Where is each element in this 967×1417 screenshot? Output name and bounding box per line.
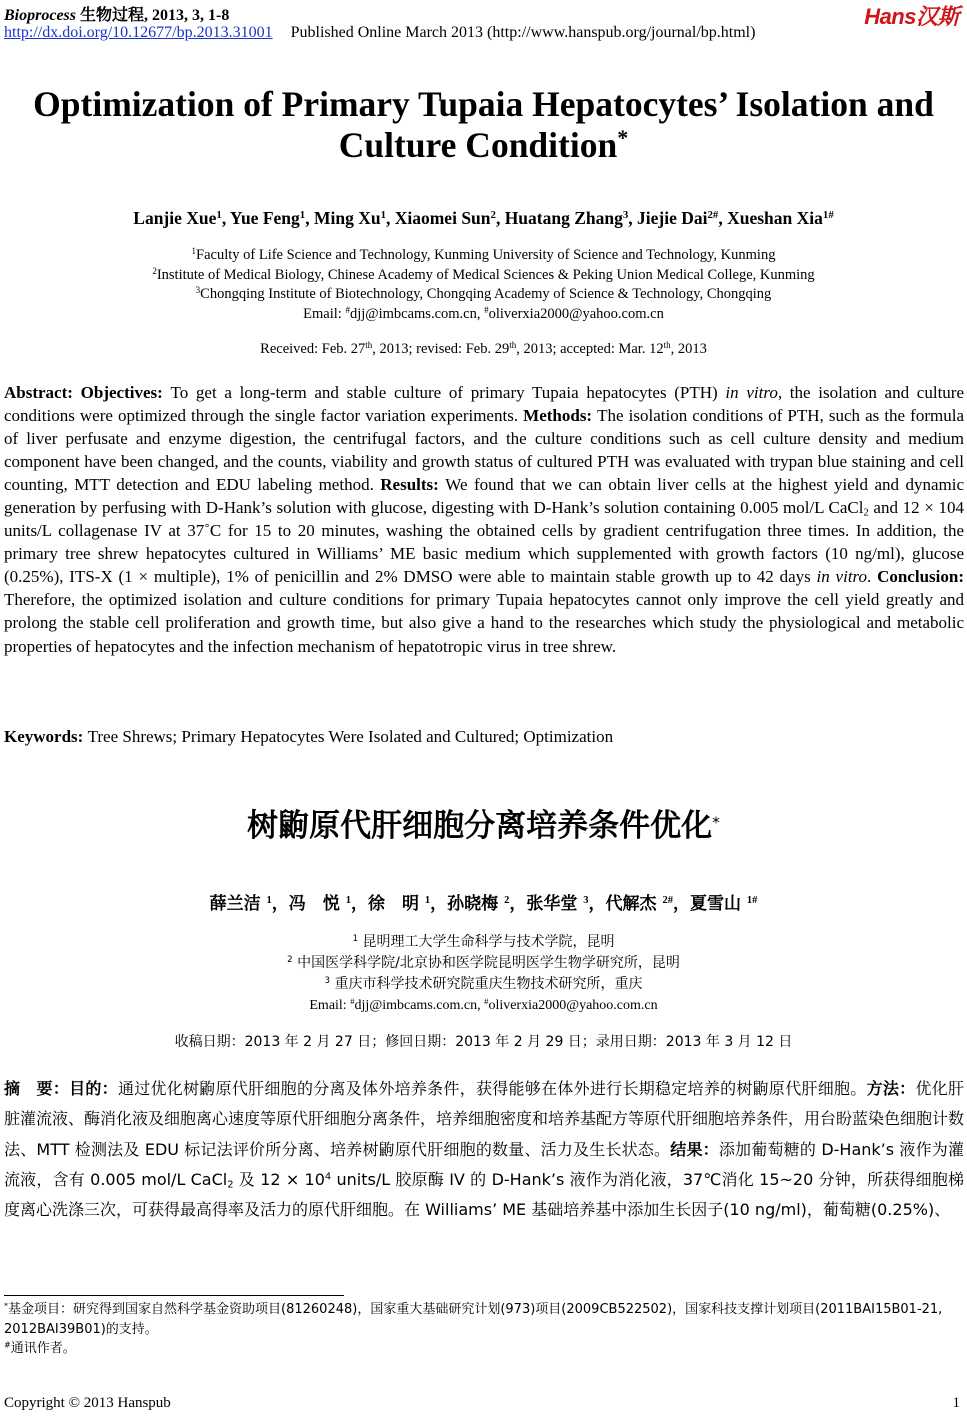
in-vitro-italic: in vitro [725,383,778,402]
author-affil-mark: 1 [266,895,272,907]
email-mark: # [484,996,489,1007]
affiliations-cn [0,932,967,1016]
email-mark: # [350,996,355,1007]
conclusion-text: Therefore, the optimized isolation and culture conditions for primary Tupaia hepatocytes cannot only improve the cell yield greatly and prolong the stable cell proliferation and growth time, but also give a hand to the researches which study the physiological and metabolic properties of hepatocytes and the infection mechanism of hepatotropic virus in tree shrew. [4,590,964,656]
email-mark: # [345,304,350,315]
affil-text: 重庆市科学技术研究院重庆生物技术研究所，重庆 [334,976,643,992]
title-en-line-1: Optimization of Primary Tupaia Hepatocytes’ Isolation and [33,84,934,124]
paper-title-en [0,84,967,166]
year-text: , 2013 [670,341,707,357]
in-vitro-italic: in vitro [816,567,868,587]
authors-en: Lanjie Xue$^1$, Yue Feng$^1$, Ming Xu$^1$, Xiaomei Sun$^2$, Huatang Zhang$^3$, Jiejie Dai$^{2\#}$, Xueshan Xia$^{1\#}$ [133,208,834,228]
footnote-fund-text: 基金项目：研究得到国家自然科学基金资助项目(81260248)，国家重大基础研究计划(973)项目(2009CB522502)，国家科技支撑计划项目(2011BAI15B01-21, 2012BAI39B01)的支持。 [4,1302,943,1337]
journal-header [4,2,229,25]
objectives-text: To get a long-term and stable culture of primary Tupaia hepatocytes (PTH) [170,383,726,402]
results-cn-text-a: 添加葡萄糖的 D-Hank’s 液作为灌流液，含有 0.005 mol/L CaCl [4,1139,964,1189]
author-name-cn: 徐 明 [367,894,419,914]
affil-text: 昆明理工大学生命科学与技术学院，昆明 [362,934,615,950]
ordinal: th [663,340,671,351]
ordinal: th [365,340,373,351]
author-affil-mark: 1# [822,209,834,222]
footnote-mark: * [4,1301,9,1311]
email-label: Email: [309,998,351,1013]
affil-text: Chongqing Institute of Biotechnology, Chongqing Academy of Science & Technology, Chongqing [200,286,772,302]
methods-text: The isolation conditions of PTH, such as the formula of liver perfusate and enzyme digestion, the centrifugal factors, and the culture conditions such as cell culture density and medium component have been changed, and the counts, viability and growth status of cultured PTH was evaluated with trypan blue staining and cell counting, MTT detection and EDU labeling method. [4,406,964,495]
affiliation-en [0,285,967,305]
conclusion-label: Conclusion: [877,567,964,587]
results-text-a: We found that we can obtain liver cells at the highest yield and dynamic generation by perfusing with D-Hank’s solution with glucose, digesting with D-Hank’s solution containing 0.005 mol/L CaCl [4,475,964,518]
author-name: Lanjie Xue [133,208,217,228]
affil-text: Faculty of Life Science and Technology, Kunming University of Science and Technology, Kunming [196,247,776,263]
author-name: Jiejie Dai [637,208,708,228]
author-name: Xueshan Xia [727,208,823,228]
methods-cn-text: 优化肝脏灌流液、酶消化液及细胞离心速度等原代肝细胞分离条件，培养细胞密度和培养基配方等原代肝细胞培养条件，用台盼蓝染色细胞计数法、MTT 检测法及 EDU 标记法评价所分离、培养树鼩原代肝细胞的数量、活力及生长状态。 [4,1079,965,1159]
footnote-fund [4,1300,964,1339]
received-text: Received: Feb. 27 [260,341,366,357]
email-2: oliverxia2000@yahoo.com.cn [488,998,658,1013]
email-label: Email: [303,305,346,322]
author-affil-mark: 1 [380,209,386,222]
footnote-corr-text: 通讯作者。 [10,1341,76,1356]
objectives-cn-text: 通过优化树鼩原代肝细胞的分离及体外培养条件，获得能够在体外进行长期稳定培养的树鼩原代肝细胞。 [117,1079,867,1098]
received-dates-en [0,341,967,358]
author-affil-mark: 1 [299,209,306,222]
affiliations-en [0,246,967,324]
author-name-cn: 冯 悦 [288,894,340,914]
page-number: 1 [952,1395,960,1411]
affiliation-cn [0,932,967,953]
affil-text: Institute of Medical Biology, Chinese Academy of Medical Sciences & Peking Union Medical College, Kunming [156,266,815,283]
affiliation-cn [0,953,967,974]
author-affil-mark: 3 [622,209,629,222]
author-affil-mark: 2 [504,895,510,907]
author-affil-mark: 2 [490,209,496,222]
author-affil-mark: 1# [746,895,758,907]
affiliation-cn [0,974,967,995]
affil-text: 中国医学科学院/北京协和医学院昆明医学生物学研究所，昆明 [297,955,680,971]
author-affil-mark: 1 [216,209,222,222]
author-name-cn: 代解杰 [605,894,657,914]
affil-mark: 3 [195,285,201,296]
cacl2-subscript: 2 [227,1179,234,1191]
results-label: Results: [380,475,446,495]
journal-volume: 生物过程, 2013, 3, 1-8 [80,7,230,24]
title-en-line-2 [0,125,967,166]
paper-title-cn [0,800,967,845]
affiliation-en [0,246,967,266]
abstract-cn [4,1074,964,1225]
title-cn-footnote-mark: * [712,813,720,832]
affil-mark: 2 [152,265,157,276]
keywords-en [4,727,613,747]
copyright: Copyright © 2013 Hanspub [4,1395,171,1411]
methods-label: Methods: [523,406,598,426]
author-affil-mark: 2# [707,209,719,222]
accepted-text: , 2013; accepted: Mar. 12 [516,341,664,357]
email-line-en [0,305,967,325]
results-text-c: . [867,567,878,587]
abstract-en [4,381,964,658]
affil-mark: 1 [191,246,197,257]
affil-mark: 3 [324,976,331,987]
author-name: Yue Feng [229,208,300,228]
email-line-cn [0,995,967,1016]
author-name-cn: 夏雪山 [689,894,741,914]
doi-link[interactable]: http://dx.doi.org/10.12677/bp.2013.31001 [4,24,273,41]
abstract-label: Abstract: [4,383,81,402]
objectives-cn-label: 目的： [69,1079,118,1098]
footnote-corresponding [4,1339,964,1359]
objectives-label: Objectives: [80,383,171,402]
author-name: Ming Xu [313,208,381,228]
author-affil-mark: 1 [424,895,431,907]
author-affil-mark: 2# [662,895,673,907]
objectives-text-b: , the isolation and culture conditions were optimized through the single factor variation experiments. [4,383,965,426]
authors-cn: 薛兰洁 $^1$，冯 悦 $^1$，徐 明 $^1$，孙晓梅 $^2$，张华堂 $^3$，代解杰 $^{2\#}$，夏雪山 $^{1\#}$ [209,894,758,914]
footnotes [4,1300,964,1359]
exponent: 4 [324,1171,332,1183]
author-affil-mark: 1 [345,895,351,907]
author-affil-mark: 3 [583,895,589,907]
results-text-b: and 12 × 104 units/L collagenase IV at 37˚C for 15 to 20 minutes, washing the obtained cells by gradient centrifugation three times. In addition, the primary tree shrew hepatocytes cultured in Williams’ ME basic medium which supplemented with growth factors (10 ng/ml), glucose (0.25%), ITS-X (1 × multiple), 1% of penicillin and 2% DMSO were able to maintain stable growth up to 42 days [4,498,964,587]
revised-text: , 2013; revised: Feb. 29 [372,341,510,357]
hans-logo: Hans汉斯 [864,4,959,29]
affiliation-en [0,266,967,286]
results-cn-label: 结果： [670,1139,719,1159]
title-footnote-mark: * [617,124,629,150]
keywords-label: Keywords: [4,727,88,746]
author-name: Huatang Zhang [504,208,623,228]
email-2: oliverxia2000@yahoo.com.cn [488,305,664,322]
footnote-divider [4,1295,344,1296]
cacl2-subscript: 2 [863,507,869,519]
received-dates-cn: 收稿日期：2013 年 2 月 27 日；修回日期：2013 年 2 月 29 日；录用日期：2013 年 3 月 12 日 [174,1034,793,1050]
email-1: djj@imbcams.com.cn, [354,998,485,1013]
ordinal: th [509,340,517,351]
doi-line [4,24,755,42]
published-online: Published Online March 2013 (http://www.hanspub.org/journal/bp.html) [290,24,756,41]
title-cn-text: 树鼩原代肝细胞分离培养条件优化 [247,808,713,844]
author-name-cn: 薛兰洁 [209,894,261,914]
keywords-text: Tree Shrews; Primary Hepatocytes Were Isolated and Cultured; Optimization [87,727,614,746]
methods-cn-label: 方法： [866,1079,916,1098]
affil-mark: 1 [352,934,359,945]
author-name-cn: 孙晓梅 [447,894,499,914]
email-1: djj@imbcams.com.cn, [349,305,485,322]
email-mark: # [484,304,489,315]
affil-mark: 2 [287,955,293,966]
journal-name: Bioprocess [4,7,76,24]
abstract-cn-label: 摘 要： [4,1079,70,1098]
footnote-mark: # [4,1340,11,1350]
author-name-cn: 张华堂 [526,894,578,914]
results-cn-text-b: 及 12 × 10 [233,1169,325,1189]
title-en-line-2-text: Culture Condition [338,125,618,165]
results-cn-text-c: units/L 胶原酶 IV 的 D-Hank’s 液作为消化液，37℃消化 15~20 分钟，所获得细胞梯度离心洗涤三次，可获得最高得率及活力的原代肝细胞。在 Williams’ ME 基础培养基中添加生长因子(10 ng/ml)，葡萄糖(0.25%)、 [4,1169,964,1220]
author-name: Xiaomei Sun [394,208,491,228]
